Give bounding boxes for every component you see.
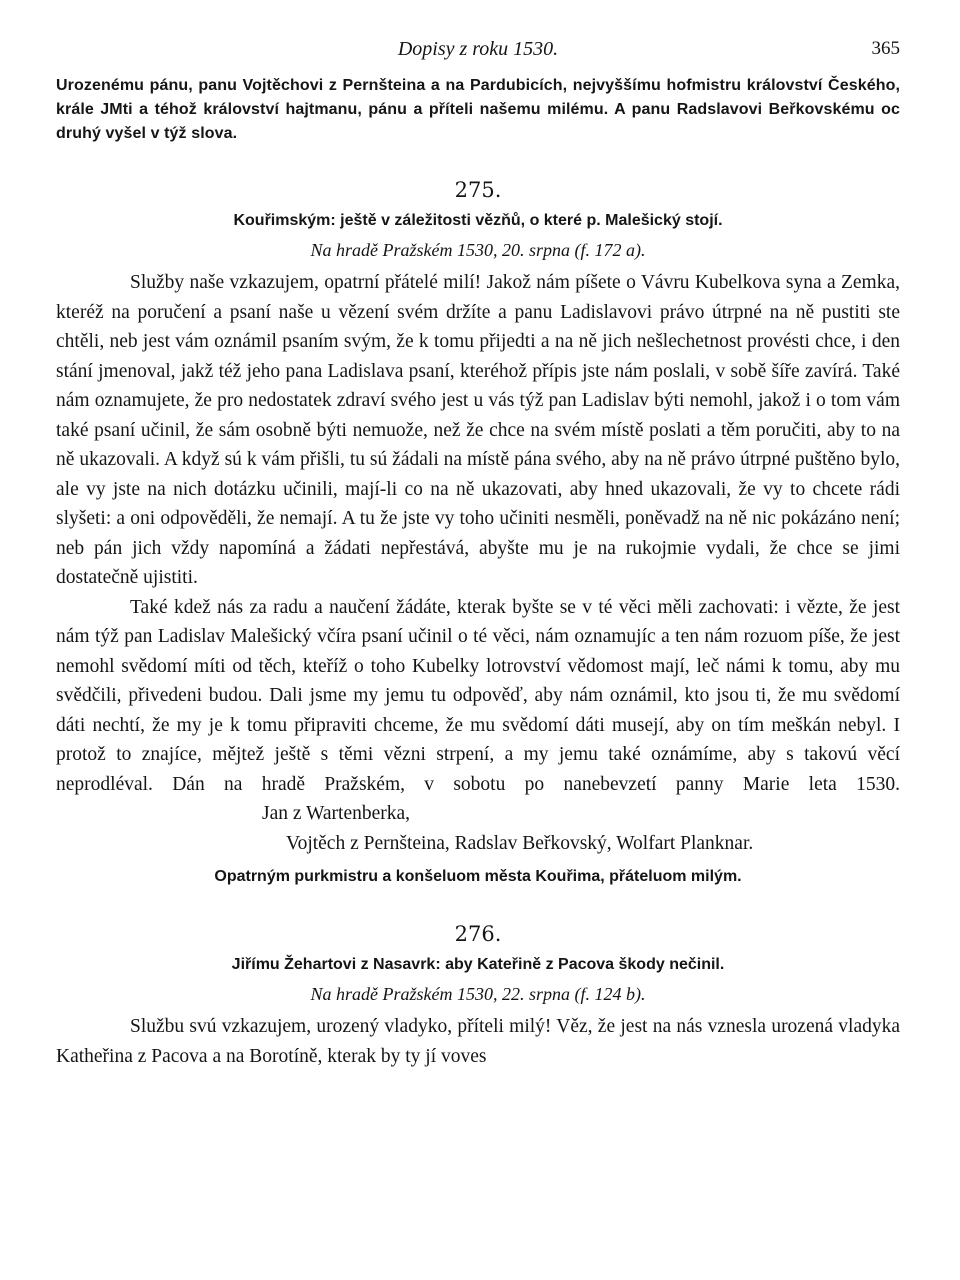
letter-275-number: 275. (454, 178, 502, 202)
letter-275-paragraph-1: Služby naše vzkazujem, opatrní přátelé milí! Jakož nám píšete o Vávru Kubelkova syna a Zemka, kteréž na poručení a psaní naše u vězení svém držíte a panu Ladislavovi právo útrpné na ně pustiti ste chtěli, neb jest vám oznámil psaním svým, že k tomu přijedti a na ně jich nešlechetnost provésti chce, i den stání jmenoval, jakž též jeho pana Ladislava psaní, kteréhož přípis jste nám poslali, v sobě šíře zavírá. Také nám oznamujete, že pro nedostatek zdraví svého jest u vás týž pan Ladislav býti nemohl, jakož i o tom vám také psaní učinil, že sám osobně býti nemuože, než že chce na svém místě poslati a těm poručiti, aby to na ně ukazovali. A když sú k vám přišli, tu sú žádali na místě pána svého, aby na ně právo útrpné puštěno bylo, ale vy jste na nich dotázku učinili, mají-li co na ně ukazovati, aby hned ukazovali, že vy to chcete rádi slyšeti: a oni odpověděli, že nemají. A tu že jste vy toho učiniti nesměli, poněvadž na ně nic pokázáno není; neb pán jich vždy napomíná a žádati nepřestává, abyšte mu je na rukojmie vydali, že chce se jimi dostatečně ujistiti. (56, 272, 900, 588)
letter-275-signature-2: Vojtěch z Pernšteina, Radslav Beřkovský, Wolfart Planknar. (286, 832, 754, 854)
letter-275-paragraph-2 (56, 593, 900, 829)
page-header (56, 38, 900, 68)
letter-275-address: Opatrným purkmistru a konšeluom města Kouřima, přáteluom milým. (214, 868, 742, 885)
letter-276-heading: Jiřímu Žehartovi z Nasavrk: aby Kateřině z Pacova škody nečinil. (231, 956, 725, 973)
letter-275-paragraph-2-text: Také kdež nás za radu a naučení žádáte, kterak byšte se v té věci měli zachovati: i vězte, že jest nám týž pan Ladislav Malešický včíra psaní učinil o té věci, nám oznamujíc a ten nám rozuom píše, že jest nemohl svědomí míti od těch, kteříž o toho Kubelky lotrovství vědomost mají, leč námi k tomu, aby mu svědčili, přivedeni budou. Dali jsme my jemu tu odpověď, aby nám oznámil, kto jsou ti, že mu svědomí dáti nechtí, že my je k tomu připraviti chceme, že mu svědomí dáti musejí, aby on tím meškán nebyl. I protož to znajíce, mějtež ještě s těmi vězni strpení, a my jemu také oznámíme, aby s takovú věcí neprodléval. Dán na hradě Pražském, v sobotu po nanebevzetí panny Marie leta 1530. (56, 596, 900, 795)
letter-276-number: 276. (454, 922, 502, 946)
document-page (56, 38, 900, 1071)
letter-275-heading: Kouřimským: ještě v záležitosti vězňů, o které p. Malešický stojí. (233, 212, 723, 229)
running-title: Dopisy z roku 1530. (397, 38, 559, 60)
previous-letter-address: Urozenému pánu, panu Vojtěchovi z Pernšteina a na Pardubicích, nejvyššímu hofmistru království Českého, krále JMti a téhož království hajtmanu, pánu a příteli našemu milému. A panu Radslavovi Beřkovskému oc druhý vyšel v týž slova. (56, 77, 900, 142)
letter-276-paragraph-1: Službu svú vzkazujem, urozený vladyko, příteli milý! Věz, že jest na nás vznesla urozená vladyka Katheřina z Pacova a na Borotíně, kterak by ty jí voves (56, 1016, 900, 1067)
page-number: 365 (871, 38, 900, 59)
letter-275-signature-1: Jan z Wartenberka, (262, 803, 411, 824)
letter-275-location: Na hradě Pražském 1530, 20. srpna (f. 172 a). (310, 240, 646, 260)
letter-276-location: Na hradě Pražském 1530, 22. srpna (f. 124 b). (310, 984, 646, 1004)
